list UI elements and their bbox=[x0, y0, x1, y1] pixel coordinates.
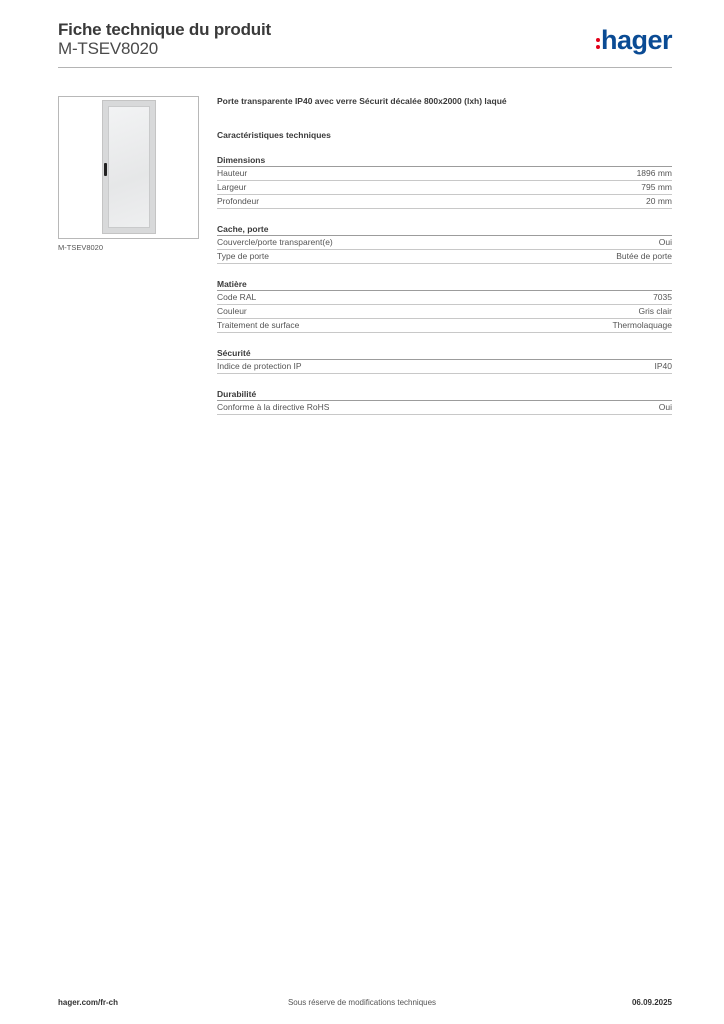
spec-value: IP40 bbox=[654, 361, 672, 371]
spec-label: Traitement de surface bbox=[217, 320, 300, 330]
spec-groups bbox=[217, 153, 672, 415]
group-spacer bbox=[217, 374, 672, 387]
door-glass bbox=[108, 106, 150, 228]
spec-value: Gris clair bbox=[638, 306, 672, 316]
spec-row bbox=[217, 360, 672, 374]
spec-label: Largeur bbox=[217, 182, 247, 192]
footer-website-link[interactable]: hager.com/fr-ch bbox=[58, 998, 119, 1007]
spec-value: Oui bbox=[658, 402, 672, 412]
spec-content bbox=[217, 96, 672, 415]
spec-label: Type de porte bbox=[217, 251, 269, 261]
spec-value: 795 mm bbox=[641, 182, 672, 192]
door-handle-icon bbox=[104, 163, 107, 176]
header-divider bbox=[58, 67, 672, 68]
spec-label: Profondeur bbox=[217, 196, 260, 206]
image-caption: M-TSEV8020 bbox=[58, 243, 104, 252]
spec-group bbox=[217, 333, 672, 374]
spec-row bbox=[217, 181, 672, 195]
hager-logo[interactable] bbox=[596, 25, 672, 55]
spec-value: 20 mm bbox=[646, 196, 672, 206]
product-description: Porte transparente IP40 avec verre Sécurit décalée 800x2000 (lxh) laqué bbox=[217, 96, 507, 106]
spec-group-title: Sécurité bbox=[217, 346, 672, 360]
spec-value: 1896 mm bbox=[636, 168, 672, 178]
logo-dots-icon bbox=[596, 38, 600, 49]
spec-label: Conforme à la directive RoHS bbox=[217, 402, 330, 412]
spec-row bbox=[217, 401, 672, 415]
logo-text: hager bbox=[600, 24, 672, 55]
spec-label: Code RAL bbox=[217, 292, 257, 302]
spec-group bbox=[217, 209, 672, 264]
footer-disclaimer: Sous réserve de modifications techniques bbox=[287, 998, 437, 1007]
group-spacer bbox=[217, 264, 672, 277]
specs-heading: Caractéristiques techniques bbox=[217, 130, 331, 140]
spec-group-title: Durabilité bbox=[217, 387, 672, 401]
product-image bbox=[58, 96, 199, 239]
spec-value: 7035 bbox=[653, 292, 672, 302]
spec-value: Butée de porte bbox=[616, 251, 672, 261]
door-frame bbox=[102, 100, 156, 234]
spec-row bbox=[217, 319, 672, 333]
spec-group-title: Matière bbox=[217, 277, 672, 291]
group-spacer bbox=[217, 209, 672, 222]
spec-label: Couleur bbox=[217, 306, 247, 316]
spec-label: Indice de protection IP bbox=[217, 361, 302, 371]
page-title: Fiche technique du produit bbox=[58, 20, 271, 39]
spec-label: Hauteur bbox=[217, 168, 248, 178]
spec-group-title: Dimensions bbox=[217, 153, 672, 167]
product-reference: M-TSEV8020 bbox=[58, 39, 159, 58]
spec-group bbox=[217, 264, 672, 333]
group-spacer bbox=[217, 333, 672, 346]
spec-row bbox=[217, 195, 672, 209]
spec-row bbox=[217, 167, 672, 181]
footer-date: 06.09.2025 bbox=[631, 998, 672, 1007]
spec-row bbox=[217, 305, 672, 319]
spec-group bbox=[217, 374, 672, 415]
spec-row bbox=[217, 250, 672, 264]
spec-label: Couvercle/porte transparent(e) bbox=[217, 237, 333, 247]
spec-group-title: Cache, porte bbox=[217, 222, 672, 236]
spec-value: Thermolaquage bbox=[612, 320, 672, 330]
spec-value: Oui bbox=[658, 237, 672, 247]
spec-group bbox=[217, 153, 672, 209]
spec-row bbox=[217, 291, 672, 305]
spec-row bbox=[217, 236, 672, 250]
